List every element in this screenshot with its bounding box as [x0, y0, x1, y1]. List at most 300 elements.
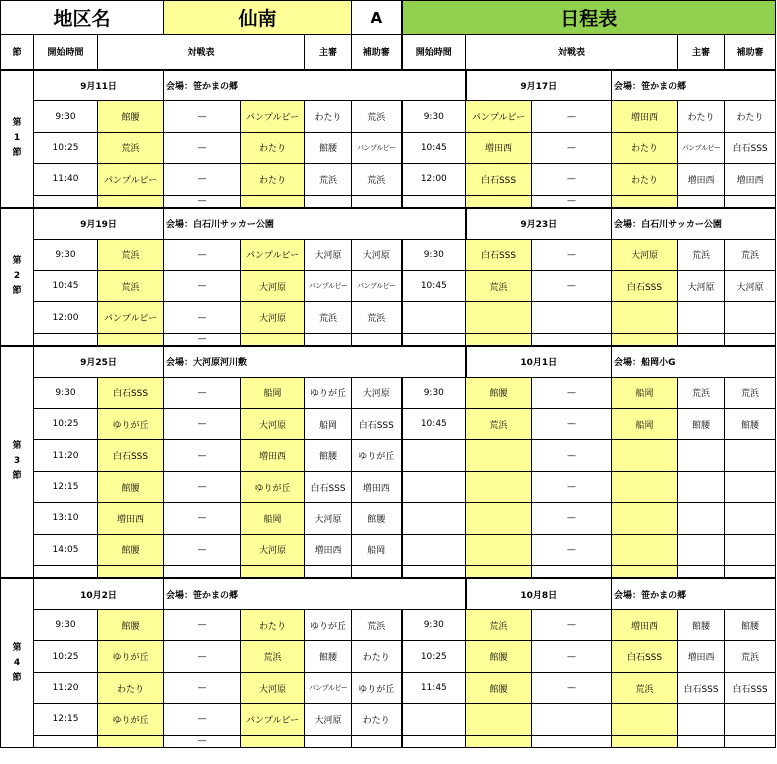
home-team: 荒浜	[98, 270, 164, 301]
venue-name: 白石川サッカー公園	[193, 220, 274, 231]
away-team	[612, 534, 678, 565]
home-team: 荒浜	[98, 239, 164, 270]
vs-mark: —	[532, 132, 612, 163]
start-time: 12:15	[34, 471, 98, 502]
chief-referee	[305, 566, 352, 579]
assist-referee: 白石SSS	[725, 672, 776, 703]
match-venue	[164, 346, 466, 377]
start-time: 11:20	[34, 672, 98, 703]
home-team	[466, 503, 532, 534]
away-team: 大河原	[612, 239, 678, 270]
away-team	[612, 566, 678, 579]
home-team: わたり	[98, 672, 164, 703]
away-team: 船岡	[241, 503, 305, 534]
away-team	[612, 440, 678, 471]
vs-mark: —	[164, 534, 241, 565]
chief-referee	[305, 195, 352, 208]
col-matchup: 対戦表	[98, 35, 305, 70]
assist-referee	[725, 503, 776, 534]
away-team	[612, 503, 678, 534]
start-time: 12:15	[34, 704, 98, 735]
home-team: 館腰	[466, 377, 532, 408]
assist-referee	[352, 333, 402, 346]
start-time: 9:30	[402, 239, 466, 270]
assist-referee: パンプルピー	[352, 132, 402, 163]
vs-mark	[532, 302, 612, 333]
vs-mark: —	[532, 101, 612, 132]
match-venue	[612, 578, 776, 609]
vs-mark: —	[164, 333, 241, 346]
match-row	[1, 672, 776, 703]
assist-referee: ゆりが丘	[352, 672, 402, 703]
home-team	[466, 704, 532, 735]
column-header-row	[1, 35, 776, 70]
vs-mark: —	[532, 239, 612, 270]
start-time: 9:30	[402, 377, 466, 408]
col-start-time-2: 開始時間	[402, 35, 466, 70]
assist-referee: 荒浜	[352, 164, 402, 195]
vs-mark: —	[532, 534, 612, 565]
assist-referee	[352, 195, 402, 208]
start-time: 10:45	[402, 270, 466, 301]
home-team: 館腰	[466, 672, 532, 703]
assist-referee	[725, 471, 776, 502]
chief-referee: 館腰	[678, 610, 725, 641]
chief-referee: 荒浜	[305, 302, 352, 333]
assist-referee	[725, 704, 776, 735]
away-team: 大河原	[241, 409, 305, 440]
match-row	[1, 333, 776, 346]
section-label-char: 第	[12, 256, 22, 267]
section-label	[1, 578, 34, 748]
vs-mark: —	[164, 195, 241, 208]
start-time	[402, 503, 466, 534]
venue-name: 大河原河川敷	[193, 358, 248, 369]
section-label-char: 節	[12, 672, 22, 683]
start-time: 12:00	[34, 302, 98, 333]
section-label-char: 1	[13, 133, 21, 144]
away-team: ゆりが丘	[241, 471, 305, 502]
chief-referee: 館腰	[678, 409, 725, 440]
home-team	[466, 333, 532, 346]
start-time: 10:25	[34, 132, 98, 163]
chief-referee: ゆりが丘	[305, 377, 352, 408]
home-team	[466, 735, 532, 748]
match-row	[1, 302, 776, 333]
start-time	[402, 440, 466, 471]
home-team: 荒浜	[466, 270, 532, 301]
venue-label: 会場：	[166, 358, 194, 369]
away-team: 白石SSS	[612, 270, 678, 301]
start-time: 10:25	[402, 641, 466, 672]
match-row	[1, 101, 776, 132]
away-team: パンプルピー	[241, 239, 305, 270]
assist-referee	[352, 566, 402, 579]
start-time	[402, 534, 466, 565]
start-time: 9:30	[402, 101, 466, 132]
start-time: 10:45	[34, 270, 98, 301]
vs-mark: —	[164, 409, 241, 440]
assist-referee: 増田西	[725, 164, 776, 195]
start-time	[402, 333, 466, 346]
col-assist-ref-2: 補助審	[725, 35, 776, 70]
assist-referee: 荒浜	[725, 377, 776, 408]
assist-referee: 荒浜	[352, 101, 402, 132]
chief-referee: 増田西	[305, 534, 352, 565]
start-time	[34, 333, 98, 346]
col-chief-ref-2: 主審	[678, 35, 725, 70]
away-team: 増田西	[241, 440, 305, 471]
col-assist-ref: 補助審	[352, 35, 402, 70]
vs-mark: —	[532, 377, 612, 408]
section-label	[1, 346, 34, 578]
match-row	[1, 409, 776, 440]
away-team	[241, 735, 305, 748]
home-team	[466, 566, 532, 579]
assist-referee	[725, 440, 776, 471]
match-venue	[612, 346, 776, 377]
chief-referee: 館腰	[305, 132, 352, 163]
assist-referee: 大河原	[352, 239, 402, 270]
assist-referee: 館腰	[352, 503, 402, 534]
away-team: わたり	[241, 132, 305, 163]
match-row	[1, 239, 776, 270]
away-team: 大河原	[241, 534, 305, 565]
chief-referee	[678, 471, 725, 502]
vs-mark: —	[532, 610, 612, 641]
match-row	[1, 704, 776, 735]
away-team: 大河原	[241, 302, 305, 333]
chief-referee: 荒浜	[678, 377, 725, 408]
chief-referee: わたり	[678, 101, 725, 132]
home-team	[466, 302, 532, 333]
start-time: 10:45	[402, 409, 466, 440]
venue-label: 会場：	[614, 358, 642, 369]
start-time	[402, 735, 466, 748]
match-row	[1, 164, 776, 195]
home-team: ゆりが丘	[98, 409, 164, 440]
venue-name: 笹かまの郷	[641, 81, 687, 92]
match-date: 9月23日	[466, 208, 612, 239]
match-date: 10月2日	[34, 578, 164, 609]
venue-name: 船岡小G	[641, 358, 676, 369]
date-row	[1, 346, 776, 377]
venue-name: 笹かまの郷	[641, 590, 687, 601]
district-name: 仙南	[164, 1, 352, 35]
home-team: 館腰	[98, 471, 164, 502]
start-time: 11:20	[34, 440, 98, 471]
section-label	[1, 208, 34, 346]
assist-referee: 館腰	[725, 409, 776, 440]
start-time: 11:45	[402, 672, 466, 703]
match-venue	[612, 70, 776, 101]
home-team: パンプルピー	[98, 302, 164, 333]
match-row	[1, 270, 776, 301]
assist-referee	[725, 735, 776, 748]
chief-referee: 増田西	[678, 164, 725, 195]
start-time: 9:30	[34, 377, 98, 408]
away-team	[612, 333, 678, 346]
section-label-char: 第	[12, 118, 22, 129]
venue-name: 笹かまの郷	[193, 81, 239, 92]
vs-mark: —	[532, 195, 612, 208]
assist-referee	[725, 333, 776, 346]
start-time: 12:00	[402, 164, 466, 195]
chief-referee: 大河原	[305, 503, 352, 534]
home-team	[466, 534, 532, 565]
match-date: 9月17日	[466, 70, 612, 101]
home-team	[98, 566, 164, 579]
venue-label: 会場：	[166, 590, 194, 601]
match-row	[1, 610, 776, 641]
away-team: 船岡	[612, 409, 678, 440]
vs-mark: —	[532, 270, 612, 301]
assist-referee: 荒浜	[725, 239, 776, 270]
chief-referee: パンプルピー	[305, 270, 352, 301]
away-team: 増田西	[612, 610, 678, 641]
chief-referee: 荒浜	[678, 239, 725, 270]
vs-mark: —	[164, 132, 241, 163]
match-date: 10月8日	[466, 578, 612, 609]
vs-mark: —	[164, 503, 241, 534]
venue-label: 会場：	[614, 590, 642, 601]
chief-referee: ゆりが丘	[305, 610, 352, 641]
vs-mark: —	[164, 302, 241, 333]
vs-mark: —	[164, 471, 241, 502]
schedule-title: 日程表	[402, 1, 776, 35]
away-team	[241, 195, 305, 208]
start-time	[402, 471, 466, 502]
assist-referee: 増田西	[352, 471, 402, 502]
vs-mark: —	[164, 270, 241, 301]
match-row	[1, 566, 776, 579]
away-team: パンプルピー	[241, 704, 305, 735]
away-team: 白石SSS	[612, 641, 678, 672]
section-label-char: 節	[12, 148, 22, 159]
chief-referee	[305, 735, 352, 748]
match-venue	[164, 70, 466, 101]
chief-referee: 館腰	[305, 440, 352, 471]
home-team: 館腰	[466, 641, 532, 672]
start-time	[402, 195, 466, 208]
match-row	[1, 195, 776, 208]
away-team: 大河原	[241, 672, 305, 703]
away-team: 増田西	[612, 101, 678, 132]
chief-referee: わたり	[305, 101, 352, 132]
chief-referee	[678, 566, 725, 579]
chief-referee: 大河原	[305, 704, 352, 735]
chief-referee: 増田西	[678, 641, 725, 672]
chief-referee: 荒浜	[305, 164, 352, 195]
home-team: 白石SSS	[466, 239, 532, 270]
start-time	[402, 566, 466, 579]
assist-referee: わたり	[352, 704, 402, 735]
home-team	[98, 195, 164, 208]
venue-label: 会場：	[166, 81, 194, 92]
vs-mark: —	[164, 440, 241, 471]
start-time	[402, 704, 466, 735]
assist-referee: 荒浜	[352, 302, 402, 333]
vs-mark	[532, 333, 612, 346]
section-label-char: 第	[12, 441, 22, 452]
match-date: 10月1日	[466, 346, 612, 377]
col-chief-ref: 主審	[305, 35, 352, 70]
home-team: 増田西	[98, 503, 164, 534]
home-team: 荒浜	[466, 409, 532, 440]
vs-mark	[532, 704, 612, 735]
assist-referee: 大河原	[352, 377, 402, 408]
away-team: 大河原	[241, 270, 305, 301]
start-time	[34, 566, 98, 579]
chief-referee: 大河原	[678, 270, 725, 301]
col-setsu: 節	[1, 35, 34, 70]
assist-referee: 荒浜	[725, 641, 776, 672]
home-team: ゆりが丘	[98, 704, 164, 735]
assist-referee: パンプルピー	[352, 270, 402, 301]
venue-name: 白石川サッカー公園	[641, 220, 722, 231]
vs-mark: —	[164, 610, 241, 641]
match-date: 9月11日	[34, 70, 164, 101]
match-row	[1, 440, 776, 471]
match-row	[1, 132, 776, 163]
home-team	[466, 440, 532, 471]
col-start-time: 開始時間	[34, 35, 98, 70]
match-date: 9月19日	[34, 208, 164, 239]
vs-mark: —	[532, 409, 612, 440]
away-team: わたり	[241, 610, 305, 641]
vs-mark	[532, 735, 612, 748]
start-time: 9:30	[402, 610, 466, 641]
match-venue	[612, 208, 776, 239]
assist-referee: 船岡	[352, 534, 402, 565]
section-label-char: 4	[13, 657, 21, 668]
start-time: 10:25	[34, 641, 98, 672]
chief-referee: 白石SSS	[305, 471, 352, 502]
venue-name: 笹かまの郷	[193, 590, 239, 601]
match-row	[1, 534, 776, 565]
vs-mark: —	[164, 239, 241, 270]
away-team: わたり	[612, 132, 678, 163]
home-team	[98, 333, 164, 346]
home-team: 館腰	[98, 610, 164, 641]
section-label-char: 節	[12, 471, 22, 482]
home-team: 館腰	[98, 101, 164, 132]
home-team: 荒浜	[466, 610, 532, 641]
start-time: 9:30	[34, 239, 98, 270]
assist-referee: 荒浜	[352, 610, 402, 641]
chief-referee: 大河原	[305, 239, 352, 270]
home-team: ゆりが丘	[98, 641, 164, 672]
section-label-char: 2	[13, 271, 21, 282]
away-team: わたり	[612, 164, 678, 195]
away-team	[612, 735, 678, 748]
match-row	[1, 735, 776, 748]
assist-referee: 白石SSS	[725, 132, 776, 163]
venue-label: 会場：	[614, 220, 642, 231]
vs-mark: —	[164, 704, 241, 735]
vs-mark: —	[164, 164, 241, 195]
match-row	[1, 377, 776, 408]
away-team	[612, 471, 678, 502]
vs-mark	[164, 566, 241, 579]
home-team: 増田西	[466, 132, 532, 163]
vs-mark: —	[532, 440, 612, 471]
date-row	[1, 70, 776, 101]
vs-mark: —	[532, 471, 612, 502]
start-time: 11:40	[34, 164, 98, 195]
match-venue	[164, 578, 466, 609]
chief-referee	[678, 534, 725, 565]
section-label	[1, 70, 34, 208]
away-team	[612, 704, 678, 735]
vs-mark: —	[164, 735, 241, 748]
start-time: 9:30	[34, 610, 98, 641]
chief-referee	[305, 333, 352, 346]
away-team: 船岡	[241, 377, 305, 408]
match-row	[1, 503, 776, 534]
vs-mark: —	[532, 672, 612, 703]
chief-referee	[678, 704, 725, 735]
home-team: 荒浜	[98, 132, 164, 163]
venue-label: 会場：	[166, 220, 194, 231]
away-team	[241, 333, 305, 346]
match-venue	[164, 208, 466, 239]
chief-referee	[678, 195, 725, 208]
home-team: 白石SSS	[98, 440, 164, 471]
away-team	[241, 566, 305, 579]
start-time: 9:30	[34, 101, 98, 132]
start-time	[34, 195, 98, 208]
chief-referee: 白石SSS	[678, 672, 725, 703]
venue-label: 会場：	[614, 81, 642, 92]
assist-referee	[352, 735, 402, 748]
home-team: 館腰	[98, 534, 164, 565]
assist-referee	[725, 566, 776, 579]
assist-referee: ゆりが丘	[352, 440, 402, 471]
vs-mark: —	[532, 164, 612, 195]
chief-referee	[678, 735, 725, 748]
assist-referee: 館腰	[725, 610, 776, 641]
match-row	[1, 641, 776, 672]
chief-referee: パンプルピー	[305, 672, 352, 703]
home-team	[98, 735, 164, 748]
chief-referee	[678, 302, 725, 333]
chief-referee: 館腰	[305, 641, 352, 672]
vs-mark: —	[164, 641, 241, 672]
assist-referee: 白石SSS	[352, 409, 402, 440]
vs-mark	[532, 566, 612, 579]
start-time: 13:10	[34, 503, 98, 534]
away-team: パンプルピー	[241, 101, 305, 132]
vs-mark: —	[164, 377, 241, 408]
away-team: 船岡	[612, 377, 678, 408]
home-team: 白石SSS	[98, 377, 164, 408]
title-row	[1, 1, 776, 35]
away-team	[612, 195, 678, 208]
start-time	[34, 735, 98, 748]
away-team: 荒浜	[612, 672, 678, 703]
assist-referee: わたり	[725, 101, 776, 132]
home-team: 白石SSS	[466, 164, 532, 195]
chief-referee	[678, 333, 725, 346]
chief-referee: 船岡	[305, 409, 352, 440]
start-time: 10:25	[34, 409, 98, 440]
start-time	[402, 302, 466, 333]
section-label-char: 節	[12, 286, 22, 297]
vs-mark: —	[164, 672, 241, 703]
chief-referee	[678, 440, 725, 471]
date-row	[1, 208, 776, 239]
